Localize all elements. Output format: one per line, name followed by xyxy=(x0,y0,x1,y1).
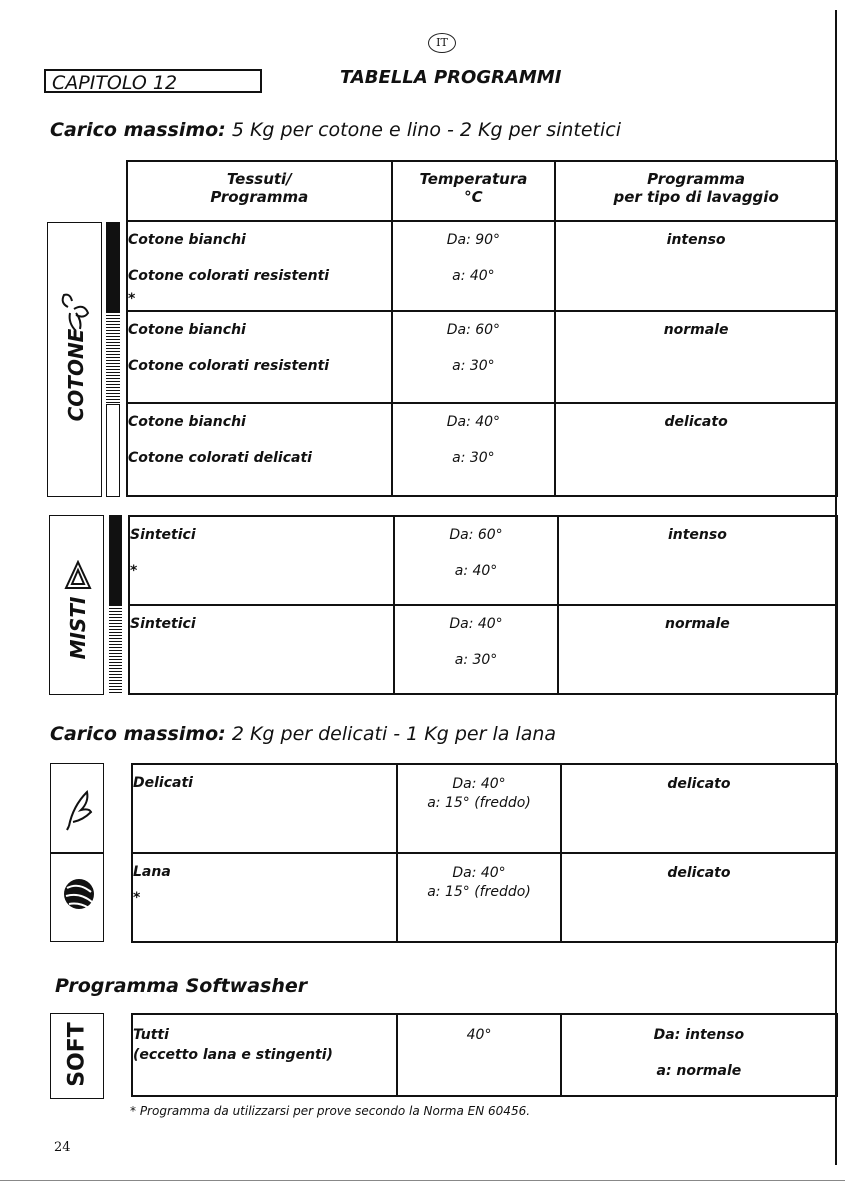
temp-cell: Da: 60° a: 30° xyxy=(392,311,556,403)
max-load-line-1 xyxy=(50,119,621,141)
fabric-cell: Lana * xyxy=(132,853,397,942)
bottom-rule xyxy=(0,1180,845,1181)
lana-side-panel xyxy=(50,853,104,942)
col-temp-header: Temperatura °C xyxy=(392,161,556,221)
fabric-cell: Cotone bianchi Cotone colorati resistenti * xyxy=(127,221,392,311)
delicati-table xyxy=(131,763,838,943)
soft-label: SOFT xyxy=(64,1022,90,1087)
fabric-cell: Delicati xyxy=(132,764,397,853)
program-cell: delicato xyxy=(561,764,837,853)
temp-cell: Da: 40° a: 15° (freddo) xyxy=(397,853,561,942)
program-cell: normale xyxy=(558,605,837,694)
fabric-cell: Tutti (eccetto lana e stingenti) xyxy=(132,1014,397,1096)
table-row xyxy=(129,516,837,605)
fabric-cell: Sintetici xyxy=(129,605,394,694)
program-cell: Da: intenso a: normale xyxy=(561,1014,837,1096)
table-row xyxy=(129,605,837,694)
program-cell: delicato xyxy=(555,403,837,496)
cotone-bar-dark xyxy=(106,222,120,312)
table-row xyxy=(132,764,837,853)
program-cell: normale xyxy=(555,311,837,403)
misti-bar-mid xyxy=(109,605,122,695)
misti-bar-dark xyxy=(109,515,122,605)
max-load-value: 5 Kg per cotone e lino - 2 Kg per sintetici xyxy=(225,119,622,141)
misti-label: MISTI xyxy=(66,596,90,660)
max-load-line-2 xyxy=(50,723,556,745)
table-row xyxy=(132,1014,837,1096)
wool-ball-icon xyxy=(61,874,97,914)
soft-side-panel xyxy=(50,1013,104,1099)
table-row xyxy=(127,403,837,496)
table-row xyxy=(127,311,837,403)
page-number: 24 xyxy=(54,1140,71,1155)
softwasher-title: Programma Softwasher xyxy=(55,975,308,997)
cotone-table xyxy=(126,160,838,497)
cotone-bar-mid xyxy=(106,312,120,404)
col-program-header: Programma per tipo di lavaggio xyxy=(555,161,837,221)
feather-icon xyxy=(63,786,93,832)
cotone-bar-light xyxy=(106,404,120,497)
cotone-side-panel xyxy=(47,222,102,497)
max-load-label: Carico massimo: xyxy=(50,119,226,141)
program-cell: intenso xyxy=(558,516,837,605)
misti-table xyxy=(128,515,838,695)
cotone-label: COTONE xyxy=(64,328,88,422)
table-row xyxy=(127,221,837,311)
temp-cell: Da: 40° a: 30° xyxy=(392,403,556,496)
table-row xyxy=(132,853,837,942)
fabric-cell: Sintetici * xyxy=(129,516,394,605)
fabric-cell: Cotone bianchi Cotone colorati resistenti xyxy=(127,311,392,403)
page-title: TABELLA PROGRAMMI xyxy=(340,67,562,88)
delicati-side-panel xyxy=(50,763,104,853)
temp-cell: Da: 60° a: 40° xyxy=(394,516,558,605)
soft-table xyxy=(131,1013,838,1097)
col-fabric-header: Tessuti/ Programma xyxy=(127,161,392,221)
max-load-value: 2 Kg per delicati - 1 Kg per la lana xyxy=(225,723,557,745)
footnote: * Programma da utilizzarsi per prove secondo la Norma EN 60456. xyxy=(130,1104,531,1118)
chapter-label: CAPITOLO 12 xyxy=(44,69,262,93)
fabric-cell: Cotone bianchi Cotone colorati delicati xyxy=(127,403,392,496)
language-badge: IT xyxy=(428,33,456,53)
temp-cell: 40° xyxy=(397,1014,560,1096)
program-cell: delicato xyxy=(561,853,837,942)
program-cell: intenso xyxy=(555,221,837,311)
table-header-row xyxy=(127,161,837,221)
temp-cell: Da: 40° a: 30° xyxy=(394,605,558,694)
temp-cell: Da: 90° a: 40° xyxy=(392,221,556,311)
temp-cell: Da: 40° a: 15° (freddo) xyxy=(397,764,561,853)
misti-side-panel xyxy=(49,515,104,695)
max-load-label: Carico massimo: xyxy=(50,723,226,745)
